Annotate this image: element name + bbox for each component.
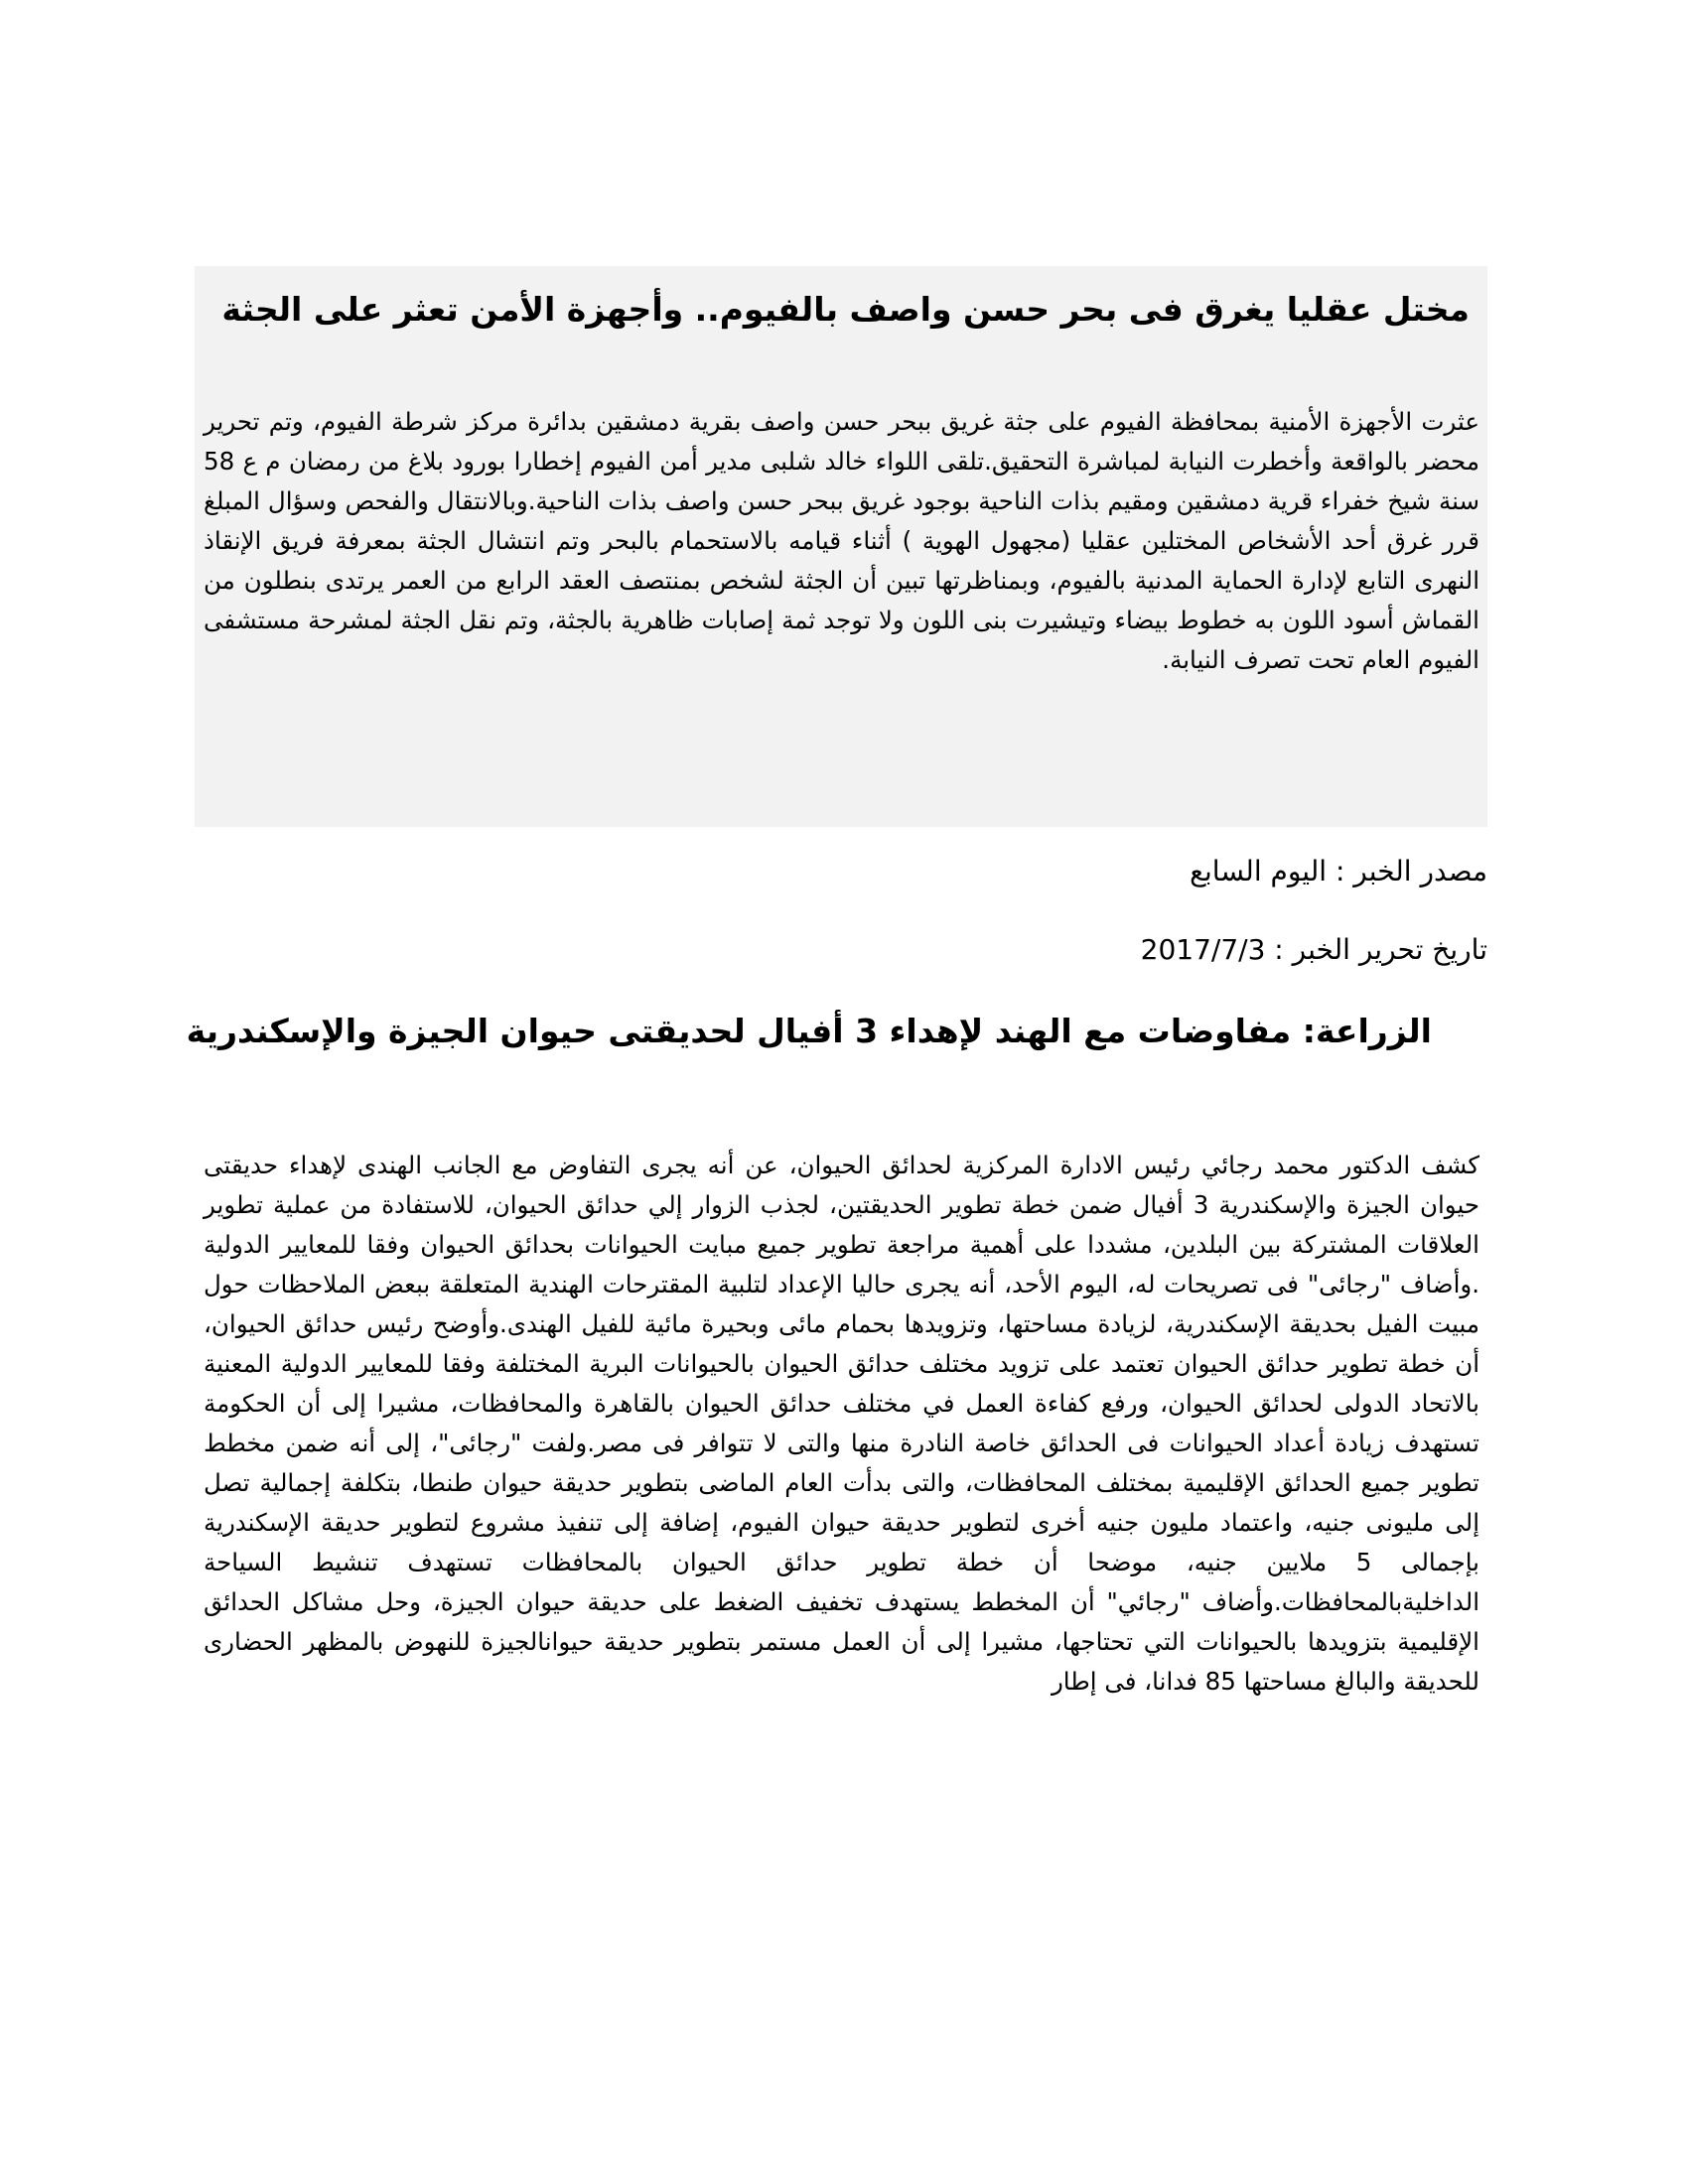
article-2-body: كشف الدكتور محمد رجائي رئيس الادارة المركزية لحدائق الحيوان، عن أنه يجرى التفاوض مع الجانب الهندى لإهداء حديقتى حيوان الجيزة والإسكندرية 3 أفيال ضمن خطة تطوير الحديقتين، لجذب الزوار إلي حدائق الحيوان، للاستفادة من عملية تطوير العلاقات المشتركة بين البلدين، مشددا على أهمية مراجعة تطوير جميع مبايت الحيوانات بحدائق الحيوان وفقا للمعايير الدولية .وأضاف "رجائى" فى تصريحات له، اليوم الأحد، أنه يجرى حاليا الإعداد لتلبية المقترحات الهندية المتعلقة ببعض الملاحظات حول مبيت الفيل بحديقة الإسكندرية، لزيادة مساحتها، وتزويدها بحمام مائى وبحيرة مائية للفيل الهندى.وأوضح رئيس حدائق الحيوان، أن خطة تطوير حدائق الحيوان تعتمد على تزويد مختلف حدائق الحيوان بالحيوانات البرية المختلفة وفقا للمعايير الدولية المعنية بالاتحاد الدولى لحدائق الحيوان، ورفع كفاءة العمل في مختلف حدائق الحيوان بالقاهرة والمحافظات، مشيرا إلى أن الحكومة تستهدف زيادة أعداد الحيوانات فى الحدائق خاصة النادرة منها والتى لا تتوافر فى مصر.ولفت "رجائى"، إلى أنه ضمن مخطط تطوير جميع الحدائق الإقليمية بمختلف المحافظات، والتى بدأت العام الماضى بتطوير حديقة حيوان طنطا، بتكلفة إجمالية تصل إلى مليونى جنيه، واعتماد مليون جنيه أخرى لتطوير حديقة حيوان الفيوم، إضافة إلى تنفيذ مشروع لتطوير حديقة الإسكندرية بإجمالى 5 ملايين جنيه، موضحا أن خطة تطوير حدائق الحيوان بالمحافظات تستهدف تنشيط السياحة الداخليةبالمحافظات.وأضاف "رجائي" أن المخطط يستهدف تخفيف الضغط على حديقة حيوان الجيزة، وحل مشاكل الحدائق الإقليمية بتزويدها بالحيوانات التي تحتاجها، مشيرا إلى أن العمل مستمر بتطوير حديقة حيوانالجيزة للنهوض بالمظهر الحضارى للحديقة والبالغ مساحتها 85 فدانا، فى إطار <box>204 1151 1479 1696</box>
article-1-headline: مختل عقليا يغرق فى بحر حسن واصف بالفيوم.. وأجهزة الأمن تعثر على الجثة <box>221 290 1470 329</box>
article-2-headline: الزراعة: مفاوضات مع الهند لإهداء 3 أفيال لحديقتى حيوان الجيزة والإسكندرية <box>186 1012 1432 1050</box>
article-1-body: عثرت الأجهزة الأمنية بمحافظة الفيوم على جثة غريق ببحر حسن واصف بقرية دمشقين بدائرة مركز شرطة الفيوم، وتم تحرير محضر بالواقعة وأخطرت النيابة لمباشرة التحقيق.تلقى اللواء خالد شلبى مدير أمن الفيوم إخطارا بورود بلاغ من رمضان م ع 58 سنة شيخ خفراء قرية دمشقين ومقيم بذات الناحية بوجود غريق ببحر حسن واصف بذات الناحية.وبالانتقال والفحص وسؤال المبلغ قرر غرق أحد الأشخاص المختلين عقليا (مجهول الهوية ) أثناء قيامه بالاستحمام بالبحر وتم انتشال الجثة بمعرفة فريق الإنقاذ النهرى التابع لإدارة الحماية المدنية بالفيوم، وبمناظرتها تبين أن الجثة لشخص بمنتصف العقد الرابع من العمر يرتدى بنطلون من القماش أسود اللون به خطوط بيضاء وتيشيرت بنى اللون ولا توجد ثمة إصابات ظاهرية بالجثة، وتم نقل الجثة لمشرحة مستشفى الفيوم العام تحت تصرف النيابة. <box>204 407 1479 674</box>
news-date-line: تاريخ تحرير الخبر : 2017/7/3 <box>1140 933 1487 966</box>
news-source-line: مصدر الخبر : اليوم السابع <box>1190 855 1487 887</box>
